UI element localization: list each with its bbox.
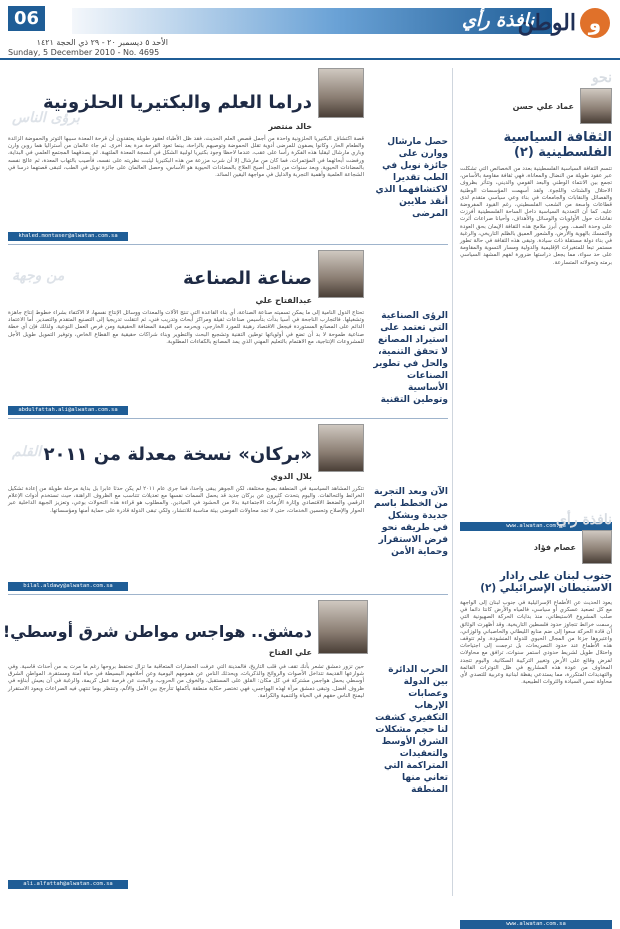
author-photo: [582, 530, 612, 564]
section-title: نافذة رأي: [461, 10, 534, 31]
section-watermark: من وجهة: [12, 268, 65, 284]
article-byline: عبدالفتاح علي: [255, 296, 312, 305]
section-watermark: القلم: [12, 444, 42, 460]
author-name: عماد علي حسن: [512, 101, 574, 111]
author-email[interactable]: ali.alfattah@alwatan.com.sa: [8, 880, 128, 889]
article-body: تحتاج الدول النامية إلى ما يمكن تسميته صناعة الصناعة، أي بناء القاعدة التي تنتج الآلات والمعدات ووسائل الإنتاج نفسها، لا الاكتفاء بشراء خطوط إنتاج جاهزة وتشغيلها. فالتجارب الناجحة في آسيا بدأت بتأسيس صناعات ثقيلة ومراكز أبحاث وتدريب فني، ثم انتقلت تدريجيا إلى التصنيع المتقدم والتصدير. أما الاعتماد الدائم على المصانع المستوردة فيجعل الاقتصاد رهينة للمورد الخارجي، ويحرمه من القيمة المضافة الحقيقية ومن فرص العمل النوعية. ولذلك فإن أي خطة صناعية طموحة لا بد أن تضع في أولوياتها توطين التقنية وتشجيع البحث والتطوير وبناء شراكات حقيقية مع القطاع الخاص، وتوفير التمويل طويل الأجل للمشروعات الإنتاجية، مع الاهتمام بالتعليم المهني الذي يمد المصانع بالكفاءات المطلوبة.: [8, 310, 364, 345]
author-photo: [318, 424, 364, 472]
dateline: [8, 38, 168, 58]
article-byline: خالد منتصر: [268, 122, 312, 131]
column-tag: نحو: [591, 70, 612, 86]
column-divider: [452, 68, 453, 896]
section-band: [72, 8, 552, 34]
author-photo: [318, 600, 368, 654]
author-email[interactable]: abdulfattah.ali@alwatan.com.sa: [8, 406, 128, 415]
logo-icon: و: [580, 8, 610, 38]
article-body: تتكرر المشاهد السياسية في المنطقة بصيغ مختلفة، لكن الجوهر يبقى واحدا، فما جرى عام ٢٠١١ لم يكن حدثا عابرا بل بداية مرحلة طويلة من إعادة تشكيل الخرائط والتحالفات. واليوم يتحدث كثيرون عن بركان جديد قد يحمل السمات نفسها مع تعديلات تتناسب مع الظروف الراهنة، حيث تستخدم أدوات الإعلام الرقمي والضغط الاقتصادي وإثارة الأزمات الاجتماعية بدلا من الحشود في الميادين. والمطلوب هو قراءة هذه التحولات بوعي، وتعزيز الجبهة الداخلية عبر الحوار والإصلاح وتحسين الخدمات، حتى لا تجد محاولات الفوضى بيئة مناسبة للانتشار، ولكي تبقى الدولة قادرة على حماية أمنها ومؤسساتها.: [8, 486, 365, 514]
column-tag: نافذة رأي: [555, 512, 612, 528]
column-body: يعود الحديث عن الأطماع الإسرائيلية في جنوب لبنان إلى الواجهة مع كل تصعيد عسكري أو سياسي، فالمياه والأرض كانتا دائما في صلب المشروع الاستيطاني، منذ بدايات الحركة الصهيونية التي رسمت خرائط تتجاوز حدود فلسطين التاريخية. وقد أظهرت الوثائق أن قادة الحركة سعوا إلى ضم منابع الليطاني والحاصباني والوزاني، واعتبروها جزءا من المجال الحيوي للدولة المنشودة. ولم تتوقف هذه الأطماع عند حدود التصريحات، بل ترجمت إلى اجتياحات واحتلال طويل لشريط حدودي استمر سنوات، ترافق مع محاولات لفرض وقائع على الأرض وتغيير التركيبة السكانية. واليوم تتجدد المخاوف من عودة هذه المشاريع في ظل التوترات القائمة والتهديدات المتكررة، مما يستدعي يقظة لبنانية وعربية للتصدي لأي محاولة تمس السيادة والثروات الطبيعية.: [460, 600, 612, 686]
column-headline[interactable]: الثقافة السياسية الفلسطينية (٢): [503, 130, 612, 160]
column-headline[interactable]: جنوب لبنان على رادار الاستيطان الإسرائيلي (٢): [480, 570, 612, 594]
date-arabic: الأحد ٥ ديسمبر ٢٠ - ٢٩ ذي الحجة ١٤٢١: [36, 38, 168, 47]
article-separator: [8, 244, 448, 245]
right-column-article-2: [460, 512, 612, 929]
article-headline[interactable]: صناعة الصناعة: [183, 268, 312, 289]
author-email[interactable]: bilal.aldawy@alwatan.com.sa: [8, 582, 128, 591]
article-body: حين تزور دمشق تشعر بأنك تقف في قلب التاريخ، فالمدينة التي عرفت الحضارات المتعاقبة ما تزال تحتفظ بروحها رغم ما مرت به من أحداث قاسية. وفي شوارعها القديمة تتداخل الأصوات والروائح والذكريات، ويحدثك الناس عن همومهم اليومية وعن أحلامهم البسيطة في حياة آمنة ومستقرة. المواطن الشرق أوسطي يحمل هواجس مشتركة في كل مكان: القلق على المستقبل، والخوف من الحروب، والبحث عن فرصة عمل كريمة، والرغبة في أن يعيش أبناؤه في ظروف أفضل. وتبقى دمشق مرآة لهذه الهواجس، فهي تختصر حكاية منطقة بأكملها تتأرجح بين الأمل والألم، وتنتظر يوما تنتهي فيه الصراعات ويعود الاستقرار ليمنح الناس حقهم في الحياة والتنمية والكرامة.: [8, 664, 364, 699]
article-headline[interactable]: دراما العلم والبكتيريا الحلزونية: [42, 92, 312, 113]
masthead: [0, 0, 620, 60]
author-row: [460, 530, 612, 564]
newspaper-logo[interactable]: [518, 6, 610, 40]
column-body: تتسم الثقافة السياسية الفلسطينية بعدد من الخصائص التي تشكلت عبر عقود طويلة من النضال والمعاناة، فهي ثقافة مقاومة بالأساس، تجمع بين الانتماء الوطني والبعد القومي والديني، وتتأثر بظروف الاحتلال والشتات واللجوء. ولقد أسهمت المؤسسات الوطنية والفصائل والنقابات والجامعات في بناء وعي سياسي متقدم لدى قطاعات واسعة من الشعب الفلسطيني، رغم القيود المفروضة عليه. كما أن التعددية السياسية داخل الساحة الفلسطينية أفرزت نقاشات حول الأولويات والوسائل والأهداف، وأحيانا صراعات أثرت على وحدة الصف. ومن أبرز ملامح هذه الثقافة الإيمان بحق العودة والتمسك بالهوية والأرض، والشعور العميق بالظلم التاريخي، والرغبة في بناء دولة مستقلة ذات سيادة. وتبقى هذه الثقافة في حالة تطور مستمر تبعا للمتغيرات الإقليمية والدولية ومسار التسوية والمقاومة على حد سواء، مما يجعل دراستها ضرورة لفهم المشهد السياسي برمته وتحولاته المتسارعة.: [460, 166, 612, 266]
pull-quote: حصل مارشال ووارن على جائزة نوبل في الطب تقديرا لاكتشافهما الذي أنقذ ملايين المرضى: [375, 137, 448, 219]
author-row: [460, 88, 612, 124]
article-body: قصة اكتشاف البكتيريا الحلزونية واحدة من أجمل قصص العلم الحديث، فقد ظل الأطباء لعقود طويلة يعتقدون أن قرحة المعدة سببها التوتر والحموضة الزائدة والطعام الحار، وكانوا يصفون للمرضى أدوية تقلل الحموضة وتوصيهم بالراحة، بينما تعود القرحة مرة بعد أخرى. ثم جاء عالمان من أستراليا هما روبن وارن وباري مارشال ليقلبا هذه الفكرة رأسا على عقب، عندما لاحظا وجود بكتيريا لولبية الشكل في أنسجة المعدة الملتهبة. لم يصدقهما المجتمع العلمي في البداية، ورفضت أبحاثهما في المؤتمرات، فما كان من مارشال إلا أن شرب مزرعة من هذه البكتيريا ليثبت نظريته على نفسه، فأصيب بالتهاب المعدة، ثم عالج نفسه بالمضادات الحيوية. وبعد سنوات من الجدل أصبح العلاج بالمضادات الحيوية هو الأساس، وحصل العالمان على جائزة نوبل في الطب، لتبقى قصتهما درسا في الشجاعة العلمية وأهمية التجربة والدليل في مواجهة اليقين السائد.: [8, 136, 364, 179]
date-english: Sunday, 5 December 2010 - No. 4695: [8, 48, 160, 57]
logo-text: الوطن: [517, 10, 576, 36]
author-photo: [318, 250, 364, 298]
pull-quote: الآن وبعد التجربة من الخطط باسم جديدة وبشكل في طريقه نحو فرض الاستقرار وحماية الأمن: [373, 487, 448, 557]
pull-quote: الرؤى الصناعية التي تعتمد على استيراد المصانع لا تحقق التنمية، والحل في تطوير الصناعات الأساسية وتوطين التقنية: [373, 311, 448, 405]
author-name: عصام فؤاد: [533, 542, 576, 552]
pull-quote: الحرب الدائرة بين الدولة وعصابات الإرهاب التكفيري كشفت لنا حجم مشكلات الشرق الأوسط والتعقيدات المتراكمة التي تعاني منها المنطقة: [375, 665, 448, 795]
section-watermark: برؤى الناس: [12, 110, 80, 126]
article-separator: [8, 418, 448, 419]
page-number: 06: [8, 6, 45, 31]
article-byline: بلال الدوي: [270, 472, 312, 481]
article-separator: [8, 594, 448, 595]
author-photo: [318, 68, 364, 118]
article-headline[interactable]: دمشق.. هواجس مواطن شرق أوسطي!: [2, 622, 312, 641]
author-email[interactable]: www.alwatan.com.sa: [460, 522, 612, 531]
author-email[interactable]: khaled.montaser@alwatan.com.sa: [8, 232, 128, 241]
author-photo: [580, 88, 612, 124]
author-email[interactable]: www.alwatan.com.sa: [460, 920, 612, 929]
right-column-article-1: [460, 70, 612, 531]
article-headline[interactable]: «بركان» نسخة معدلة من ٢٠١١: [43, 444, 312, 465]
article-byline: علي الفتاح: [268, 648, 312, 657]
